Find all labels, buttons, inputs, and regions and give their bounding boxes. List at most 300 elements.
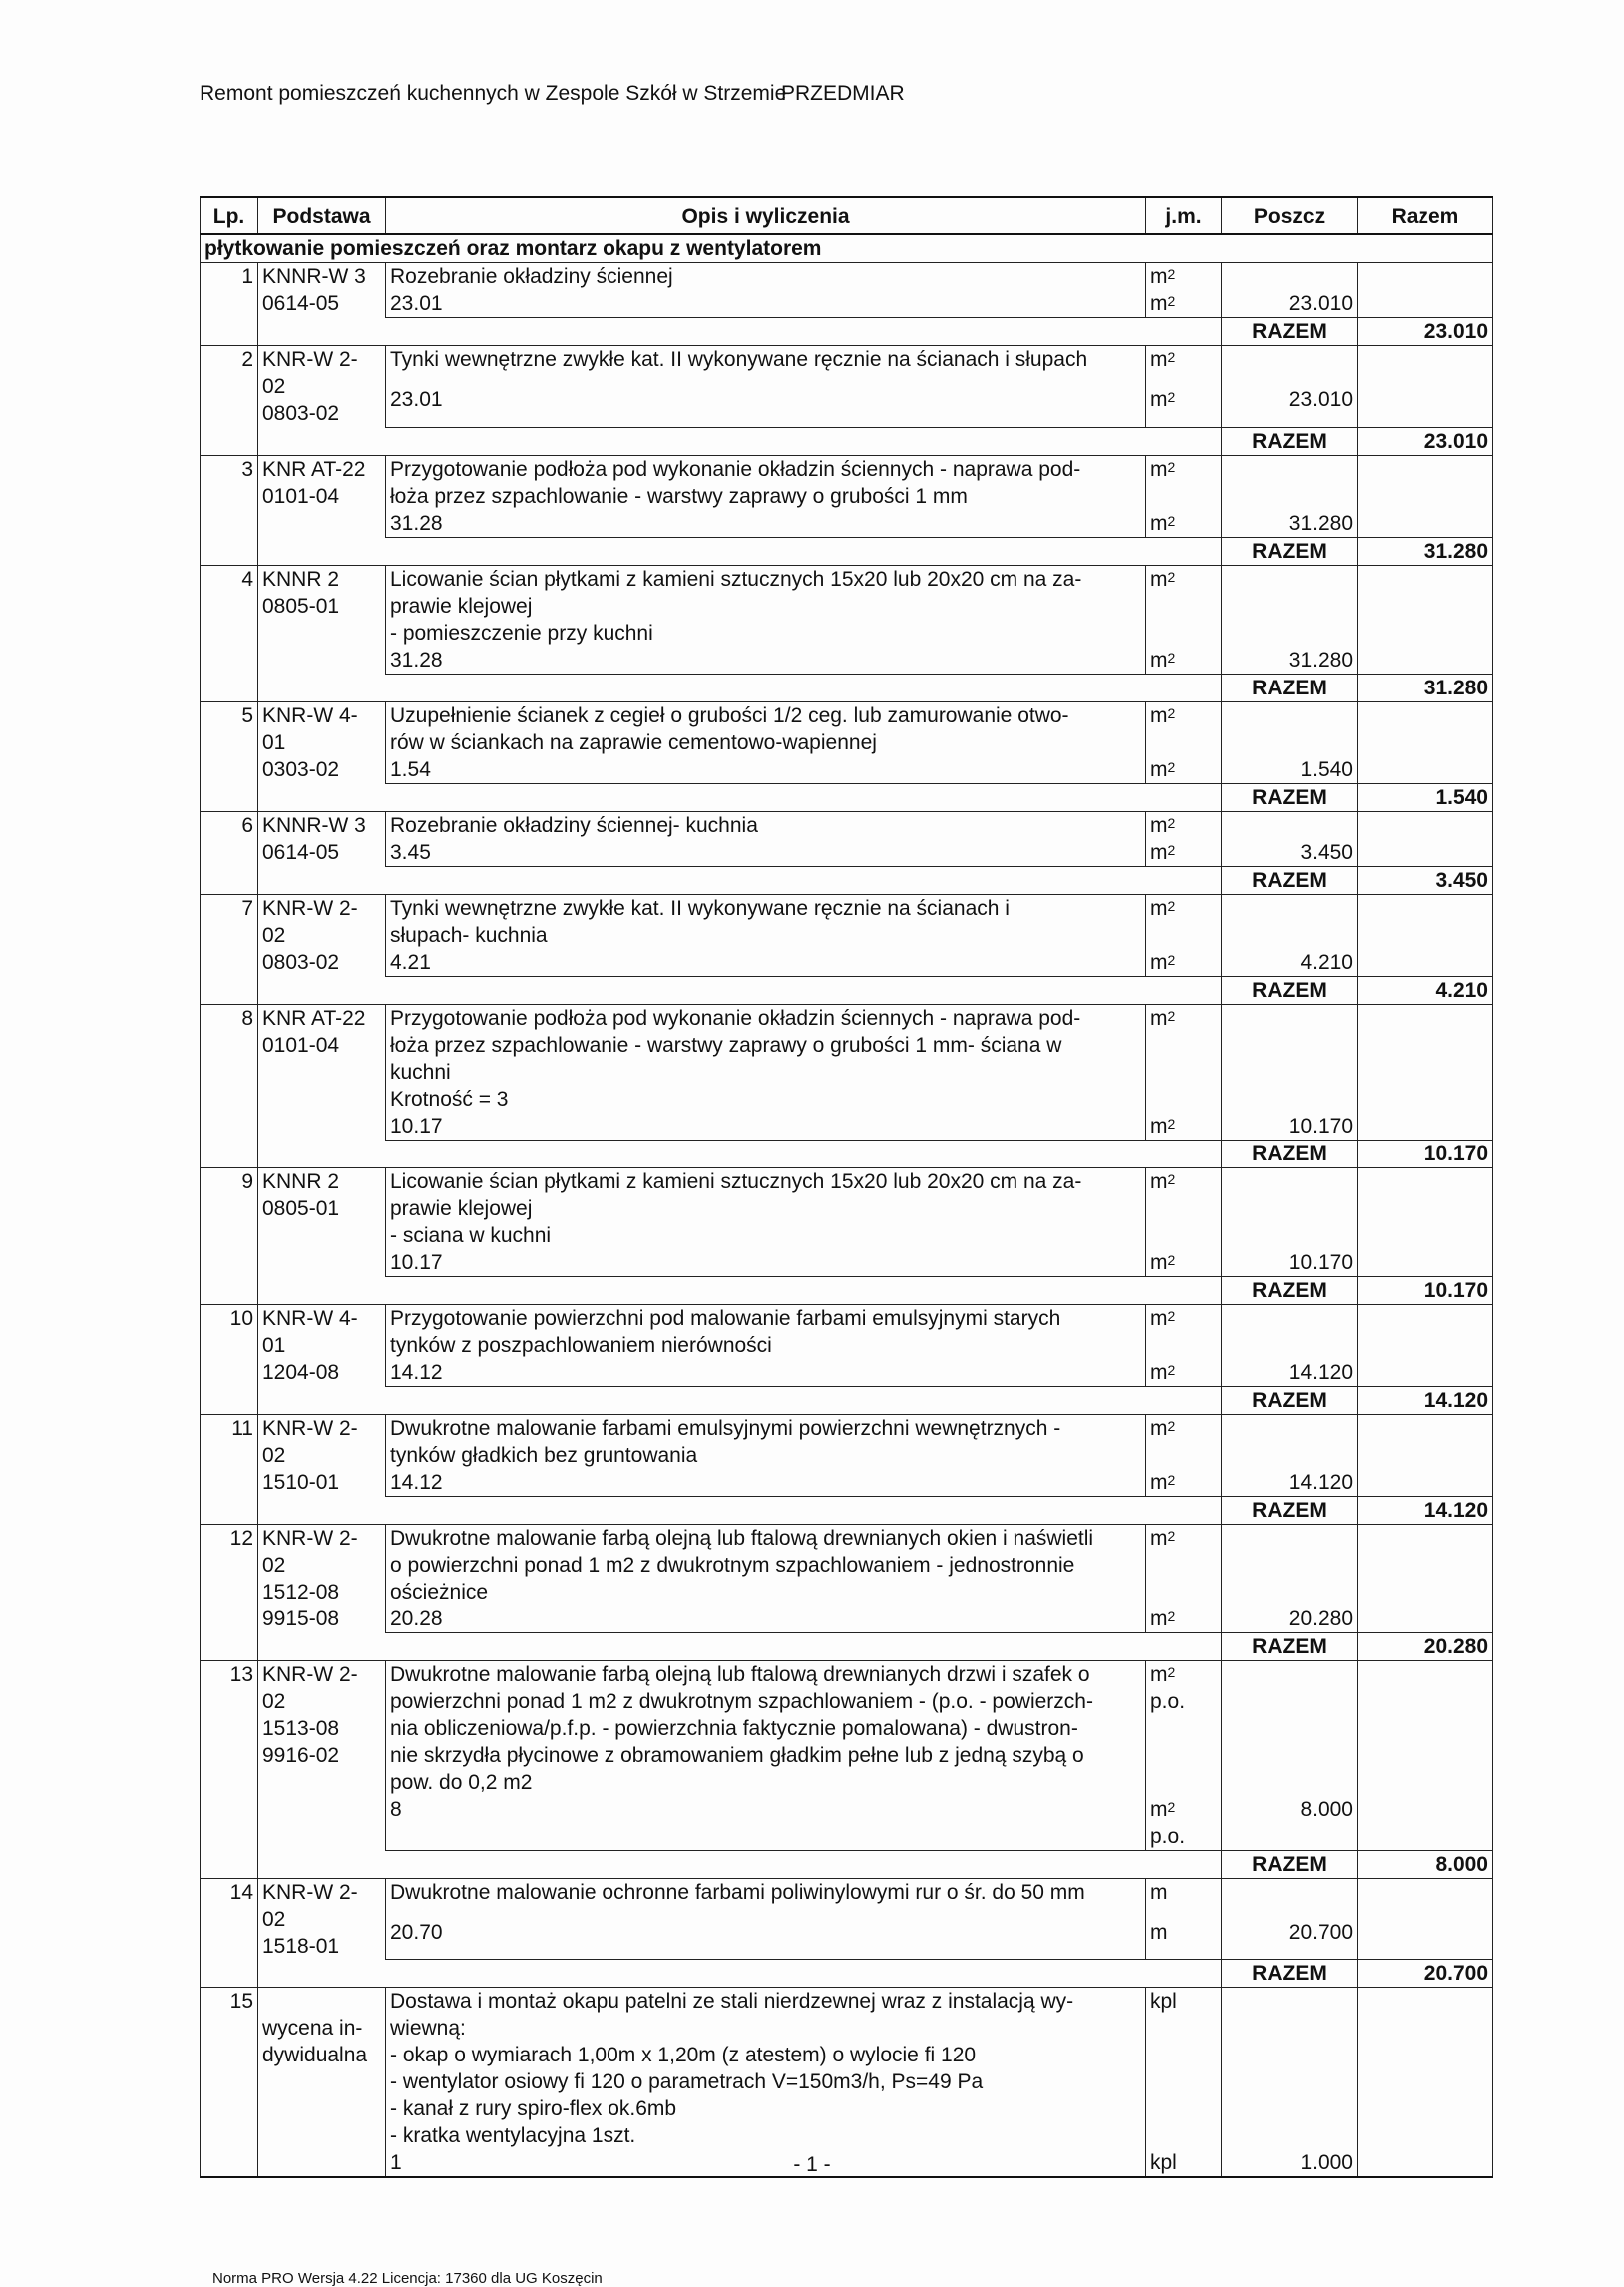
section-title-row — [201, 234, 1493, 263]
description-line: - okap o wymiarach 1,00m x 1,20m (z atestem) o wylocie fi 120 — [390, 2044, 977, 2066]
measure-unit — [1146, 949, 1222, 977]
razem-row — [201, 1386, 1493, 1414]
item-base — [258, 894, 386, 976]
item-total: 14.120 — [1358, 1496, 1493, 1524]
razem-row — [201, 1632, 1493, 1660]
razem-label: RAZEM — [1222, 1960, 1358, 1988]
measure-unit — [1146, 756, 1222, 784]
unit: $m^2$ — [1150, 265, 1176, 288]
description-line: Dwukrotne malowanie ochronne farbami poliwinylowymi rur o śr. do 50 mm — [390, 1880, 1085, 1904]
item-calc: 31.28 — [386, 510, 1146, 538]
item-total: 23.010 — [1358, 318, 1493, 346]
description-line: Licowanie ścian płytkami z kamieni sztucznych 15x20 lub 20x20 cm na za- — [390, 567, 1082, 591]
item-description — [386, 1524, 1146, 1605]
item-unit — [1146, 1988, 1222, 2150]
item-description — [386, 1414, 1146, 1469]
description-line: Rozebranie okładziny ściennej- kuchnia — [390, 813, 758, 837]
unit: $m^2$ — [1150, 840, 1176, 864]
description-line: Przygotowanie podłoża pod wykonanie okładzin ściennych - naprawa pod- — [390, 457, 1081, 481]
poszcz-cell — [1222, 701, 1358, 756]
table-row — [201, 1304, 1493, 1359]
item-base — [258, 1414, 386, 1496]
razem-row — [201, 1960, 1493, 1988]
item-base — [258, 811, 386, 866]
razem-cell — [1358, 1919, 1493, 1960]
unit: $m^2$ — [1150, 1169, 1176, 1193]
razem-row — [201, 783, 1493, 811]
unit: $m^2$ — [1150, 1306, 1176, 1330]
poszcz-cell — [1222, 1414, 1358, 1469]
description-line: Tynki wewnętrzne zwykłe kat. II wykonywane ręcznie na ścianach i słupach — [390, 348, 1088, 371]
col-header-lp: Lp. — [201, 197, 258, 234]
item-unit — [1146, 894, 1222, 949]
item-unit — [1146, 811, 1222, 839]
razem-empty — [258, 1496, 1222, 1524]
item-lp: 7 — [201, 894, 258, 1004]
razem-label: RAZEM — [1222, 537, 1358, 565]
description-line: nie skrzydła płycinowe z obramowaniem gładkim pełne lub z jedną szybą o — [390, 1743, 1084, 1767]
base-line: 0303-02 — [262, 757, 340, 781]
razem-empty — [258, 1632, 1222, 1660]
razem-cell — [1358, 263, 1493, 291]
description-line: kuchni — [390, 1060, 451, 1084]
table-row — [201, 701, 1493, 756]
description-line: Przygotowanie podłoża pod wykonanie okładzin ściennych - naprawa pod- — [390, 1006, 1081, 1030]
item-lp: 10 — [201, 1304, 258, 1414]
base-line: KNNR 2 — [262, 567, 340, 591]
measurement-row — [201, 839, 1493, 867]
measure-unit — [1146, 1605, 1222, 1633]
base-line: 0614-05 — [262, 840, 340, 864]
base-line: 0805-01 — [262, 594, 340, 618]
item-qty: 31.280 — [1222, 510, 1358, 538]
item-base — [258, 565, 386, 674]
description-line: nia obliczeniowa/p.f.p. - powierzchnia faktycznie pomalowana) - dwustron- — [390, 1716, 1078, 1740]
base-line: 0803-02 — [262, 950, 340, 974]
item-calc: 1.54 — [386, 756, 1146, 784]
item-description — [386, 1304, 1146, 1359]
item-qty: 1.540 — [1222, 756, 1358, 784]
measurement-row — [201, 1919, 1493, 1960]
poszcz-cell — [1222, 1524, 1358, 1605]
item-base — [258, 346, 386, 428]
base-line: KNR-W 2-02 — [262, 1662, 358, 1713]
base-line: 9915-08 — [262, 1606, 340, 1630]
base-line: KNR-W 4-01 — [262, 703, 358, 754]
item-qty: 20.280 — [1222, 1605, 1358, 1633]
item-lp: 3 — [201, 455, 258, 565]
razem-cell — [1358, 290, 1493, 318]
item-lp: 11 — [201, 1414, 258, 1524]
table-row — [201, 1524, 1493, 1605]
razem-cell — [1358, 647, 1493, 675]
unit: $m^2$ — [1150, 813, 1176, 837]
item-lp: 13 — [201, 1660, 258, 1878]
description-line: - pomieszczenie przy kuchni — [390, 621, 653, 645]
unit: m — [1150, 1920, 1168, 1944]
measurement-row — [201, 1359, 1493, 1387]
razem-row — [201, 1276, 1493, 1304]
table-row — [201, 1004, 1493, 1113]
razem-label: RAZEM — [1222, 976, 1358, 1004]
razem-row — [201, 1850, 1493, 1878]
item-base — [258, 263, 386, 318]
item-total: 31.280 — [1358, 537, 1493, 565]
description-line: Uzupełnienie ścianek z cegieł o grubości 1/2 ceg. lub zamurowanie otwo- — [390, 703, 1069, 727]
item-calc: 8 — [386, 1796, 1146, 1851]
table-header-row — [201, 197, 1493, 234]
base-line: wycena in- — [262, 2017, 363, 2040]
description-line: łoża przez szpachlowanie - warstwy zaprawy o grubości 1 mm — [390, 484, 968, 508]
poszcz-cell — [1222, 811, 1358, 839]
razem-cell — [1358, 949, 1493, 977]
poszcz-cell — [1222, 455, 1358, 510]
razem-empty — [258, 318, 1222, 346]
table-row — [201, 455, 1493, 510]
razem-cell — [1358, 701, 1493, 756]
razem-cell — [1358, 1113, 1493, 1141]
razem-row — [201, 427, 1493, 455]
item-calc: 20.70 — [386, 1919, 1146, 1960]
item-lp: 8 — [201, 1004, 258, 1167]
measurement-row — [201, 1249, 1493, 1277]
item-calc: 10.17 — [386, 1249, 1146, 1277]
base-line: KNR-W 2-02 — [262, 1526, 358, 1577]
item-unit — [1146, 1660, 1222, 1796]
table-row — [201, 811, 1493, 839]
poszcz-cell — [1222, 263, 1358, 291]
description-line: powierzchni ponad 1 m2 z dwukrotnym szpachlowaniem - (p.o. - powierzch- — [390, 1689, 1093, 1713]
item-lp: 5 — [201, 701, 258, 811]
measure-unit — [1146, 386, 1222, 427]
measure-unit — [1146, 510, 1222, 538]
razem-cell — [1358, 1469, 1493, 1497]
item-qty: 14.120 — [1222, 1359, 1358, 1387]
estimate-table — [200, 196, 1493, 2178]
description-line: - kanał z rury spiro-flex ok.6mb — [390, 2097, 677, 2120]
description-line: rów w ściankach na zaprawie cementowo-wapiennej — [390, 730, 877, 754]
description-line: - kratka wentylacyjna 1szt. — [390, 2124, 636, 2147]
description-line: - sciana w kuchni — [390, 1223, 552, 1247]
description-line: ościeżnice — [390, 1580, 489, 1603]
razem-cell — [1358, 510, 1493, 538]
razem-cell — [1358, 1249, 1493, 1277]
unit: $m^2$ — [1150, 1606, 1176, 1630]
table-row — [201, 894, 1493, 949]
item-total: 20.700 — [1358, 1960, 1493, 1988]
base-line: 0614-05 — [262, 292, 340, 315]
item-base — [258, 1988, 386, 2178]
base-line: KNR-W 2-02 — [262, 1880, 358, 1931]
item-description — [386, 263, 1146, 291]
base-line: KNR-W 2-02 — [262, 896, 358, 947]
razem-cell — [1358, 346, 1493, 387]
description-line: Rozebranie okładziny ściennej — [390, 265, 673, 288]
razem-cell — [1358, 386, 1493, 427]
razem-cell — [1358, 1167, 1493, 1249]
item-unit — [1146, 1304, 1222, 1359]
base-line: 1518-01 — [262, 1934, 340, 1958]
col-header-poszcz: Poszcz — [1222, 197, 1358, 234]
razem-cell — [1358, 811, 1493, 839]
item-unit — [1146, 701, 1222, 756]
description-line: Licowanie ścian płytkami z kamieni sztucznych 15x20 lub 20x20 cm na za- — [390, 1169, 1082, 1193]
table-row — [201, 1167, 1493, 1249]
item-description — [386, 565, 1146, 647]
measurement-row — [201, 949, 1493, 977]
item-base — [258, 1524, 386, 1632]
base-line: KNR-W 4-01 — [262, 1306, 358, 1357]
razem-label: RAZEM — [1222, 1386, 1358, 1414]
description-line: tynków z poszpachlowaniem nierówności — [390, 1333, 772, 1357]
razem-label: RAZEM — [1222, 674, 1358, 701]
item-calc: 20.28 — [386, 1605, 1146, 1633]
item-base — [258, 455, 386, 537]
base-line: 0101-04 — [262, 1033, 340, 1057]
item-unit — [1146, 263, 1222, 291]
unit: $m^2$ — [1150, 1114, 1176, 1138]
item-calc: 10.17 — [386, 1113, 1146, 1141]
base-line: KNNR-W 3 — [262, 813, 366, 837]
item-description — [386, 1878, 1146, 1919]
item-total: 20.280 — [1358, 1632, 1493, 1660]
unit: $m^2$ — [1150, 1526, 1176, 1550]
razem-row — [201, 537, 1493, 565]
base-line: KNR AT-22 — [262, 457, 366, 481]
item-qty: 10.170 — [1222, 1113, 1358, 1141]
col-header-jm: j.m. — [1146, 197, 1222, 234]
measurement-row — [201, 1605, 1493, 1633]
item-calc: 3.45 — [386, 839, 1146, 867]
poszcz-cell — [1222, 1167, 1358, 1249]
description-line: łoża przez szpachlowanie - warstwy zaprawy o grubości 1 mm- ściana w — [390, 1033, 1062, 1057]
measure-unit — [1146, 647, 1222, 675]
item-lp: 9 — [201, 1167, 258, 1304]
measurement-row — [201, 1796, 1493, 1851]
measurement-row — [201, 756, 1493, 784]
item-calc: 4.21 — [386, 949, 1146, 977]
item-total: 14.120 — [1358, 1386, 1493, 1414]
razem-empty — [258, 976, 1222, 1004]
razem-empty — [258, 783, 1222, 811]
base-line: dywidualna — [262, 2044, 368, 2066]
item-calc: 14.12 — [386, 1469, 1146, 1497]
unit: $m^2$ — [1150, 703, 1176, 727]
razem-cell — [1358, 839, 1493, 867]
measurement-row — [201, 647, 1493, 675]
item-total: 4.210 — [1358, 976, 1493, 1004]
measure-unit — [1146, 1359, 1222, 1387]
razem-cell — [1358, 1304, 1493, 1359]
item-lp: 6 — [201, 811, 258, 894]
measurement-row — [201, 386, 1493, 427]
unit: $m^2$ — [1150, 1470, 1176, 1494]
description-line: prawie klejowej — [390, 594, 533, 618]
base-line: 0803-02 — [262, 402, 340, 425]
description-line: pow. do 0,2 m2 — [390, 1770, 533, 1794]
item-unit — [1146, 455, 1222, 510]
measure-unit — [1146, 1796, 1222, 1851]
base-line: 1510-01 — [262, 1470, 340, 1494]
table-row — [201, 1878, 1493, 1919]
measure-unit — [1146, 1113, 1222, 1141]
unit: $m^2$ — [1150, 388, 1176, 412]
item-description — [386, 1660, 1146, 1796]
description-line: Krotność = 3 — [390, 1087, 509, 1111]
razem-cell — [1358, 1605, 1493, 1633]
item-total: 1.540 — [1358, 783, 1493, 811]
item-description — [386, 811, 1146, 839]
item-calc: 1 — [386, 2149, 1146, 2177]
base-line: 9916-02 — [262, 1743, 340, 1767]
poszcz-cell — [1222, 346, 1358, 387]
razem-cell — [1358, 565, 1493, 647]
page-number: - 1 - — [793, 2153, 831, 2176]
table-row — [201, 1988, 1493, 2150]
item-lp: 15 — [201, 1988, 258, 2178]
item-description — [386, 701, 1146, 756]
measure-unit — [1146, 1919, 1222, 1960]
unit: $m^2$ — [1150, 1360, 1176, 1384]
poszcz-cell — [1222, 1304, 1358, 1359]
item-lp: 4 — [201, 565, 258, 701]
razem-cell — [1358, 894, 1493, 949]
measure-unit — [1146, 290, 1222, 318]
unit: $m^2$ — [1150, 1250, 1176, 1274]
razem-row — [201, 1140, 1493, 1167]
item-description — [386, 1988, 1146, 2150]
unit-secondary: p.o. — [1150, 1689, 1186, 1713]
item-base — [258, 1004, 386, 1140]
item-qty: 3.450 — [1222, 839, 1358, 867]
base-line — [262, 1988, 381, 2015]
poszcz-cell — [1222, 1878, 1358, 1919]
item-qty: 23.010 — [1222, 290, 1358, 318]
razem-row — [201, 976, 1493, 1004]
item-qty: 14.120 — [1222, 1469, 1358, 1497]
item-calc: 23.01 — [386, 290, 1146, 318]
razem-label: RAZEM — [1222, 866, 1358, 894]
item-unit — [1146, 1524, 1222, 1605]
unit-secondary: p.o. — [1150, 1824, 1186, 1848]
base-line: KNNR 2 — [262, 1169, 340, 1193]
item-qty: 8.000 — [1222, 1796, 1358, 1851]
item-total: 10.170 — [1358, 1140, 1493, 1167]
razem-cell — [1358, 1660, 1493, 1796]
measurement-row — [201, 290, 1493, 318]
description-line: o powierzchni ponad 1 m2 z dwukrotnym szpachlowaniem - jednostronnie — [390, 1553, 1075, 1577]
base-line: KNR AT-22 — [262, 1006, 366, 1030]
item-lp: 2 — [201, 346, 258, 456]
item-unit — [1146, 1878, 1222, 1919]
description-line: słupach- kuchnia — [390, 923, 548, 947]
measurement-row — [201, 1469, 1493, 1497]
item-unit — [1146, 1167, 1222, 1249]
measure-unit — [1146, 839, 1222, 867]
item-qty: 31.280 — [1222, 647, 1358, 675]
razem-empty — [258, 427, 1222, 455]
description-line: - wentylator osiowy fi 120 o parametrach V=150m3/h, Ps=49 Pa — [390, 2070, 984, 2093]
item-total: 8.000 — [1358, 1850, 1493, 1878]
unit: $m^2$ — [1150, 1797, 1176, 1821]
item-description — [386, 894, 1146, 949]
unit: $m^2$ — [1150, 1416, 1176, 1440]
razem-empty — [258, 1140, 1222, 1167]
base-line: 0805-01 — [262, 1196, 340, 1220]
item-description — [386, 1004, 1146, 1113]
poszcz-cell — [1222, 1988, 1358, 2150]
table-row — [201, 1660, 1493, 1796]
base-line: KNNR-W 3 — [262, 265, 366, 288]
measurement-row — [201, 510, 1493, 538]
poszcz-cell — [1222, 1660, 1358, 1796]
item-total: 31.280 — [1358, 674, 1493, 701]
razem-label: RAZEM — [1222, 1140, 1358, 1167]
unit: $m^2$ — [1150, 457, 1176, 481]
item-qty: 4.210 — [1222, 949, 1358, 977]
item-qty: 10.170 — [1222, 1249, 1358, 1277]
base-line: 1204-08 — [262, 1360, 340, 1384]
razem-cell — [1358, 1878, 1493, 1919]
unit: $m^2$ — [1150, 511, 1176, 535]
item-qty: 20.700 — [1222, 1919, 1358, 1960]
description-line: Dostawa i montaż okapu patelni ze stali nierdzewnej wraz z instalacją wy- — [390, 1990, 1074, 2013]
poszcz-cell — [1222, 894, 1358, 949]
item-calc: 23.01 — [386, 386, 1146, 427]
item-unit — [1146, 1004, 1222, 1113]
razem-cell — [1358, 1796, 1493, 1851]
razem-label: RAZEM — [1222, 318, 1358, 346]
razem-label: RAZEM — [1222, 1850, 1358, 1878]
razem-label: RAZEM — [1222, 1632, 1358, 1660]
description-line: Dwukrotne malowanie farbą olejną lub ftalową drewnianych okien i naświetli — [390, 1526, 1094, 1550]
measurement-row — [201, 1113, 1493, 1141]
item-qty: 1.000 — [1222, 2149, 1358, 2177]
razem-empty — [258, 1276, 1222, 1304]
item-calc: 14.12 — [386, 1359, 1146, 1387]
description-line: prawie klejowej — [390, 1196, 533, 1220]
razem-cell — [1358, 1414, 1493, 1469]
item-description — [386, 346, 1146, 387]
description-line: Dwukrotne malowanie farbami emulsyjnymi powierzchni wewnętrznych - — [390, 1416, 1061, 1440]
col-header-razem: Razem — [1358, 197, 1493, 234]
unit: $m^2$ — [1150, 896, 1176, 920]
razem-empty — [258, 866, 1222, 894]
unit: $m^2$ — [1150, 1006, 1176, 1030]
measure-unit — [1146, 1469, 1222, 1497]
razem-row — [201, 674, 1493, 701]
unit: kpl — [1150, 1990, 1177, 2013]
poszcz-cell — [1222, 1004, 1358, 1113]
item-unit — [1146, 1414, 1222, 1469]
razem-empty — [258, 537, 1222, 565]
razem-label: RAZEM — [1222, 783, 1358, 811]
unit: $m^2$ — [1150, 567, 1176, 591]
item-base — [258, 1167, 386, 1276]
item-lp: 14 — [201, 1878, 258, 1988]
unit: kpl — [1150, 2151, 1177, 2174]
measure-unit — [1146, 1249, 1222, 1277]
item-lp: 12 — [201, 1524, 258, 1660]
razem-cell — [1358, 1359, 1493, 1387]
razem-cell — [1358, 455, 1493, 510]
item-total: 10.170 — [1358, 1276, 1493, 1304]
table-row — [201, 1414, 1493, 1469]
razem-label: RAZEM — [1222, 1276, 1358, 1304]
table-row — [201, 263, 1493, 291]
page-header — [200, 82, 905, 106]
item-total: 23.010 — [1358, 427, 1493, 455]
